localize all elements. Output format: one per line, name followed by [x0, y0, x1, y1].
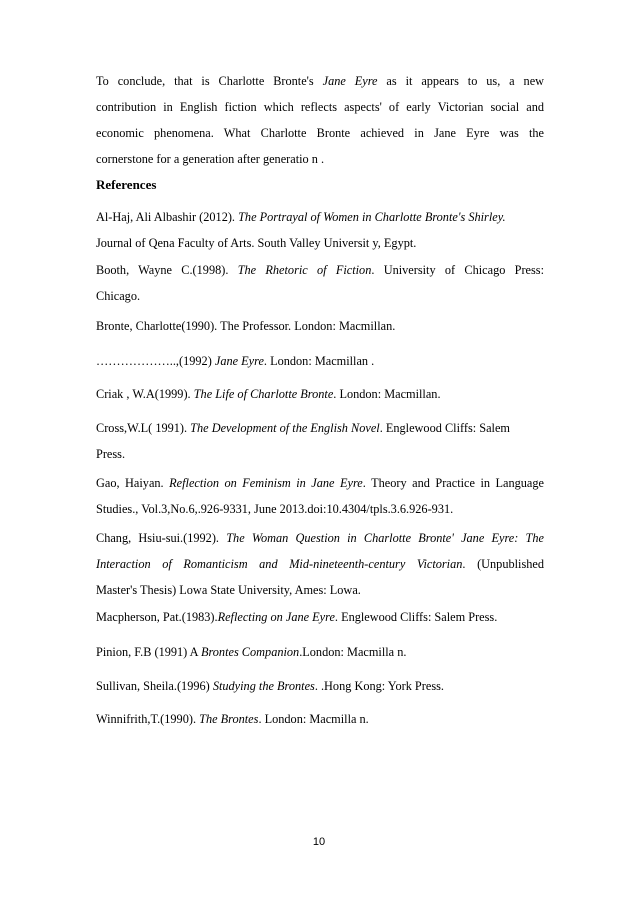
- reference-item: Al-Haj, Ali Albashir (2012). The Portrayal of Women in Charlotte Bronte's Shirley. Journal of Qena Faculty of Arts. South Valley Universit y, Egypt.: [96, 210, 506, 250]
- reference-item: Gao, Haiyan. Reflection on Feminism in Jane Eyre. Theory and Practice in Language Studies., Vol.3,No.6,.926-9331, June 2013.doi:10.4304/tpls.3.6.926-931.: [96, 476, 544, 516]
- reference-item: Criak , W.A(1999). The Life of Charlotte Bronte. London: Macmillan.: [96, 387, 441, 401]
- reference-item: Cross,W.L( 1991). The Development of the English Novel. Englewood Cliffs: Salem Press.: [96, 421, 510, 461]
- page-number: 10: [312, 836, 326, 848]
- conclusion-line-2: contribution in English fiction which reflects aspects' of early Victorian social and: [96, 100, 544, 114]
- reference-item: ………………..,(1992) Jane Eyre. London: Macmillan .: [96, 354, 375, 368]
- reference-item: Chang, Hsiu-sui.(1992). The Woman Question in Charlotte Bronte' Jane Eyre: The Interaction of Romanticism and Mid-nineteenth-century Victorian. (Unpublished Master's Thesis) Lowa State University, Ames: Lowa.: [96, 531, 545, 597]
- reference-item: Winnifrith,T.(1990). The Brontes. London: Macmilla n.: [96, 712, 369, 726]
- conclusion-paragraph: [96, 68, 544, 172]
- reference-item: Bronte, Charlotte(1990). The Professor. London: Macmillan.: [96, 319, 396, 333]
- reference-item: Booth, Wayne C.(1998). The Rhetoric of Fiction. University of Chicago Press: Chicago.: [96, 263, 545, 303]
- references-heading: References: [96, 177, 157, 192]
- reference-item: Pinion, F.B (1991) A Brontes Companion.London: Macmilla n.: [96, 645, 407, 659]
- reference-item: Sullivan, Sheila.(1996) Studying the Brontes. .Hong Kong: York Press.: [96, 679, 444, 693]
- reference-item: Macpherson, Pat.(1983).Reflecting on Jane Eyre. Englewood Cliffs: Salem Press.: [96, 610, 498, 624]
- conclusion-line-3: economic phenomena. What Charlotte Bronte achieved in Jane Eyre was the: [96, 126, 544, 140]
- conclusion-line-1: To conclude, that is Charlotte Bronte's Jane Eyre as it appears to us, a new: [96, 74, 545, 88]
- conclusion-line-4: cornerstone for a generation after generatio n .: [96, 152, 325, 166]
